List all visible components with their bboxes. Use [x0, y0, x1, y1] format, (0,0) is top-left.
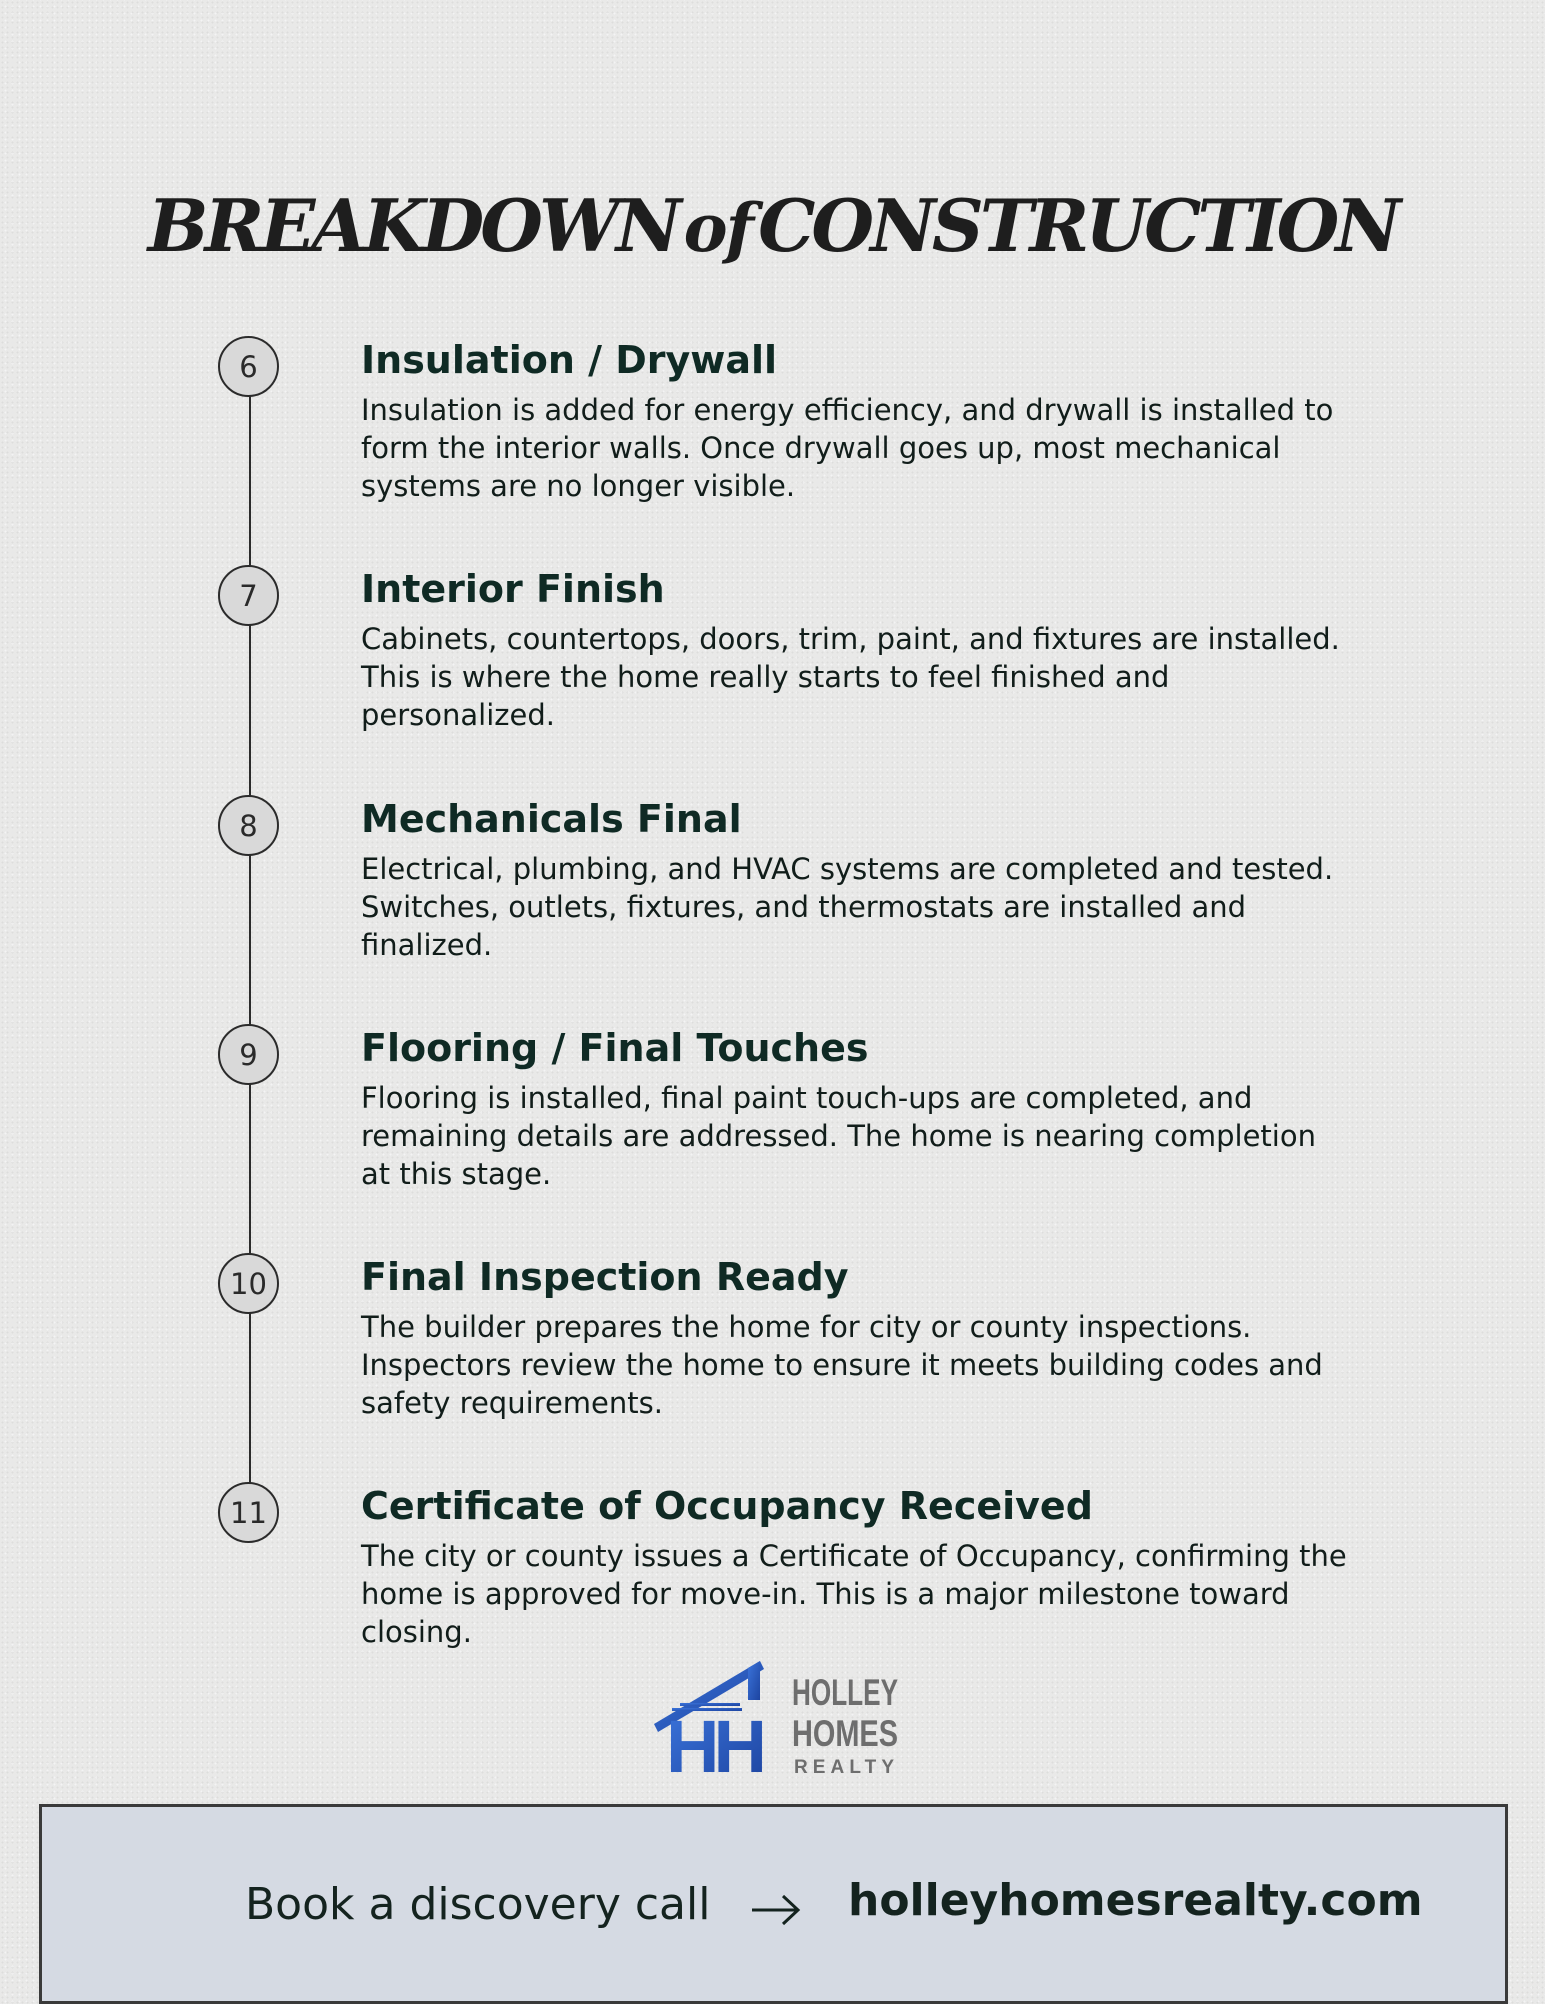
- step-description: The builder prepares the home for city or county inspections. Inspectors review the home to ensure it meets building codes and safety requirements.: [361, 1310, 1323, 1420]
- logo-monogram: HH: [666, 1705, 761, 1788]
- page-title: [0, 183, 1545, 269]
- step-description: Electrical, plumbing, and HVAC systems are completed and tested. Switches, outlets, fixtures, and thermostats are installed and finalized.: [361, 852, 1334, 962]
- logo-line-holley: HOLLEY: [792, 1672, 899, 1713]
- step-title: Mechanicals Final: [361, 797, 742, 841]
- step-number-circle: 10: [218, 1253, 279, 1314]
- step-title: Interior Finish: [361, 567, 665, 611]
- step-title: Final Inspection Ready: [361, 1255, 849, 1299]
- title-of: of: [683, 189, 753, 268]
- step-number-circle: 8: [218, 795, 279, 856]
- website-link[interactable]: holleyhomesrealty.com: [848, 1875, 1423, 1926]
- step-description: Cabinets, countertops, doors, trim, paint, and fixtures are installed. This is where the home really starts to feel finished and personalized.: [361, 622, 1340, 732]
- step-number-circle: 7: [218, 565, 279, 626]
- step-number-circle: 6: [218, 336, 279, 397]
- step-description: The city or county issues a Certificate of Occupancy, confirming the home is approved for move-in. This is a major milestone toward closing.: [361, 1539, 1347, 1649]
- footer-cta-panel: [39, 1804, 1508, 2004]
- step-title: Insulation / Drywall: [361, 338, 778, 382]
- cta-text: Book a discovery call: [245, 1879, 711, 1930]
- title-construction: CONSTRUCTION: [758, 183, 1398, 269]
- step-title: Certificate of Occupancy Received: [361, 1484, 1093, 1528]
- holley-homes-logo: [652, 1658, 902, 1788]
- step-number-circle: 9: [218, 1024, 279, 1085]
- logo-line-realty: REALTY: [794, 1757, 894, 1778]
- step-number-circle: 11: [218, 1482, 279, 1543]
- title-breakdown: BREAKDOWN: [147, 183, 678, 269]
- step-description: Flooring is installed, final paint touch-ups are completed, and remaining details are addressed. The home is nearing completion at this stage.: [361, 1081, 1316, 1191]
- step-description: Insulation is added for energy efficiency, and drywall is installed to form the interior walls. Once drywall goes up, most mechanical systems are no longer visible.: [361, 393, 1334, 503]
- step-title: Flooring / Final Touches: [361, 1026, 869, 1070]
- arrow-right-icon: [750, 1893, 802, 1927]
- timeline-line: [249, 366, 251, 1516]
- logo-line-homes: HOMES: [792, 1713, 898, 1754]
